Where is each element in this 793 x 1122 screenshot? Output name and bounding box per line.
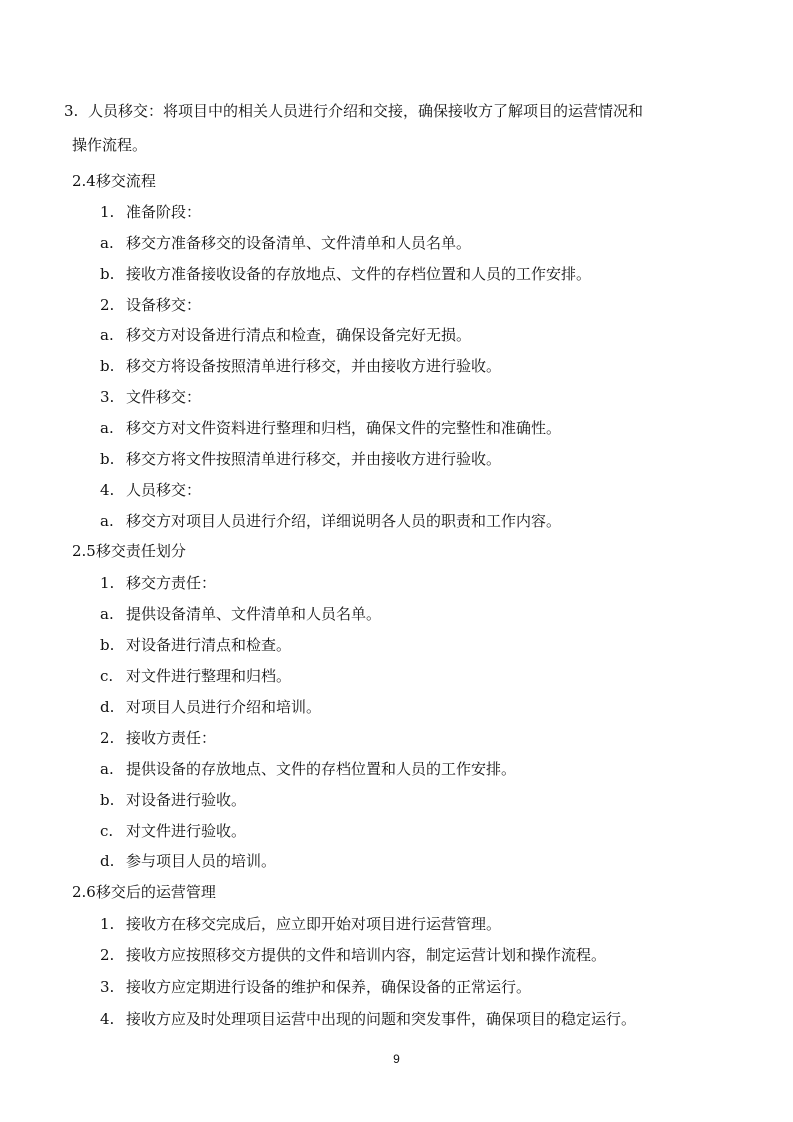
list-marker: a. [100, 419, 114, 437]
section-heading: 2.5移交责任划分 [72, 542, 186, 560]
list-item-text: 接收方在移交完成后，应立即开始对项目进行运营管理。 [126, 915, 502, 933]
list-item-text: 对项目人员进行介绍和培训。 [126, 698, 322, 716]
list-marker: b. [100, 791, 115, 809]
list-item-text: 准备阶段： [126, 203, 202, 221]
list-item-text: 接收方责任： [126, 729, 217, 747]
list-item-text: 移交方准备移交的设备清单、文件清单和人员名单。 [126, 234, 472, 252]
list-item-text: 文件移交： [126, 388, 202, 406]
list-item-text: 接收方准备接收设备的存放地点、文件的存档位置和人员的工作安排。 [126, 265, 592, 283]
list-item-text: 对文件进行整理和归档。 [126, 667, 292, 685]
list-item-text: 接收方应及时处理项目运营中出现的问题和突发事件，确保项目的稳定运行。 [126, 1010, 637, 1028]
list-marker: 4. [100, 1010, 115, 1028]
list-item-text: 接收方应按照移交方提供的文件和培训内容，制定运营计划和操作流程。 [126, 946, 607, 964]
list-marker: 3. [100, 978, 115, 996]
page-number: 9 [393, 1052, 400, 1066]
list-item-text: 移交方对项目人员进行介绍，详细说明各人员的职责和工作内容。 [126, 512, 562, 530]
list-marker: b. [100, 450, 115, 468]
section-heading: 2.4移交流程 [72, 172, 156, 190]
list-item-text: 移交方将文件按照清单进行移交，并由接收方进行验收。 [126, 450, 502, 468]
list-item-text: 参与项目人员的培训。 [126, 852, 277, 870]
list-item-text: 接收方应定期进行设备的维护和保养，确保设备的正常运行。 [126, 978, 532, 996]
list-marker: d. [100, 698, 115, 716]
list-item-text: 设备移交： [126, 296, 202, 314]
list-marker: a. [100, 234, 114, 252]
section-heading: 2.6移交后的运营管理 [72, 883, 216, 901]
list-marker: c. [100, 667, 114, 685]
list-marker: 2. [100, 296, 115, 314]
list-marker: 4. [100, 481, 115, 499]
list-item-text: 人员移交： [126, 481, 202, 499]
list-marker: a. [100, 512, 114, 530]
list-marker: b. [100, 265, 115, 283]
list-item-text: 提供设备的存放地点、文件的存档位置和人员的工作安排。 [126, 760, 517, 778]
list-marker: a. [100, 605, 114, 623]
list-marker: 2. [100, 729, 115, 747]
list-item-text: 移交方对文件资料进行整理和归档，确保文件的完整性和准确性。 [126, 419, 562, 437]
list-marker: 3. [100, 388, 115, 406]
list-item-text: 移交方将设备按照清单进行移交，并由接收方进行验收。 [126, 357, 502, 375]
intro-text-line-2: 操作流程。 [72, 136, 148, 154]
list-marker: a. [100, 760, 114, 778]
list-item-text: 移交方责任： [126, 574, 217, 592]
list-item-text: 对设备进行清点和检查。 [126, 636, 292, 654]
list-marker: 1. [100, 203, 115, 221]
list-marker: 1. [100, 574, 115, 592]
intro-number: 3. [64, 102, 79, 120]
list-marker: c. [100, 822, 114, 840]
list-marker: b. [100, 636, 115, 654]
intro-text-line-1: 人员移交：将项目中的相关人员进行介绍和交接，确保接收方了解项目的运营情况和 [88, 102, 644, 120]
list-item-text: 对设备进行验收。 [126, 791, 247, 809]
list-marker: 1. [100, 915, 115, 933]
list-item-text: 提供设备清单、文件清单和人员名单。 [126, 605, 382, 623]
list-marker: b. [100, 357, 115, 375]
list-item-text: 对文件进行验收。 [126, 822, 247, 840]
list-marker: a. [100, 326, 114, 344]
list-marker: d. [100, 852, 115, 870]
list-marker: 2. [100, 946, 115, 964]
list-item-text: 移交方对设备进行清点和检查，确保设备完好无损。 [126, 326, 472, 344]
